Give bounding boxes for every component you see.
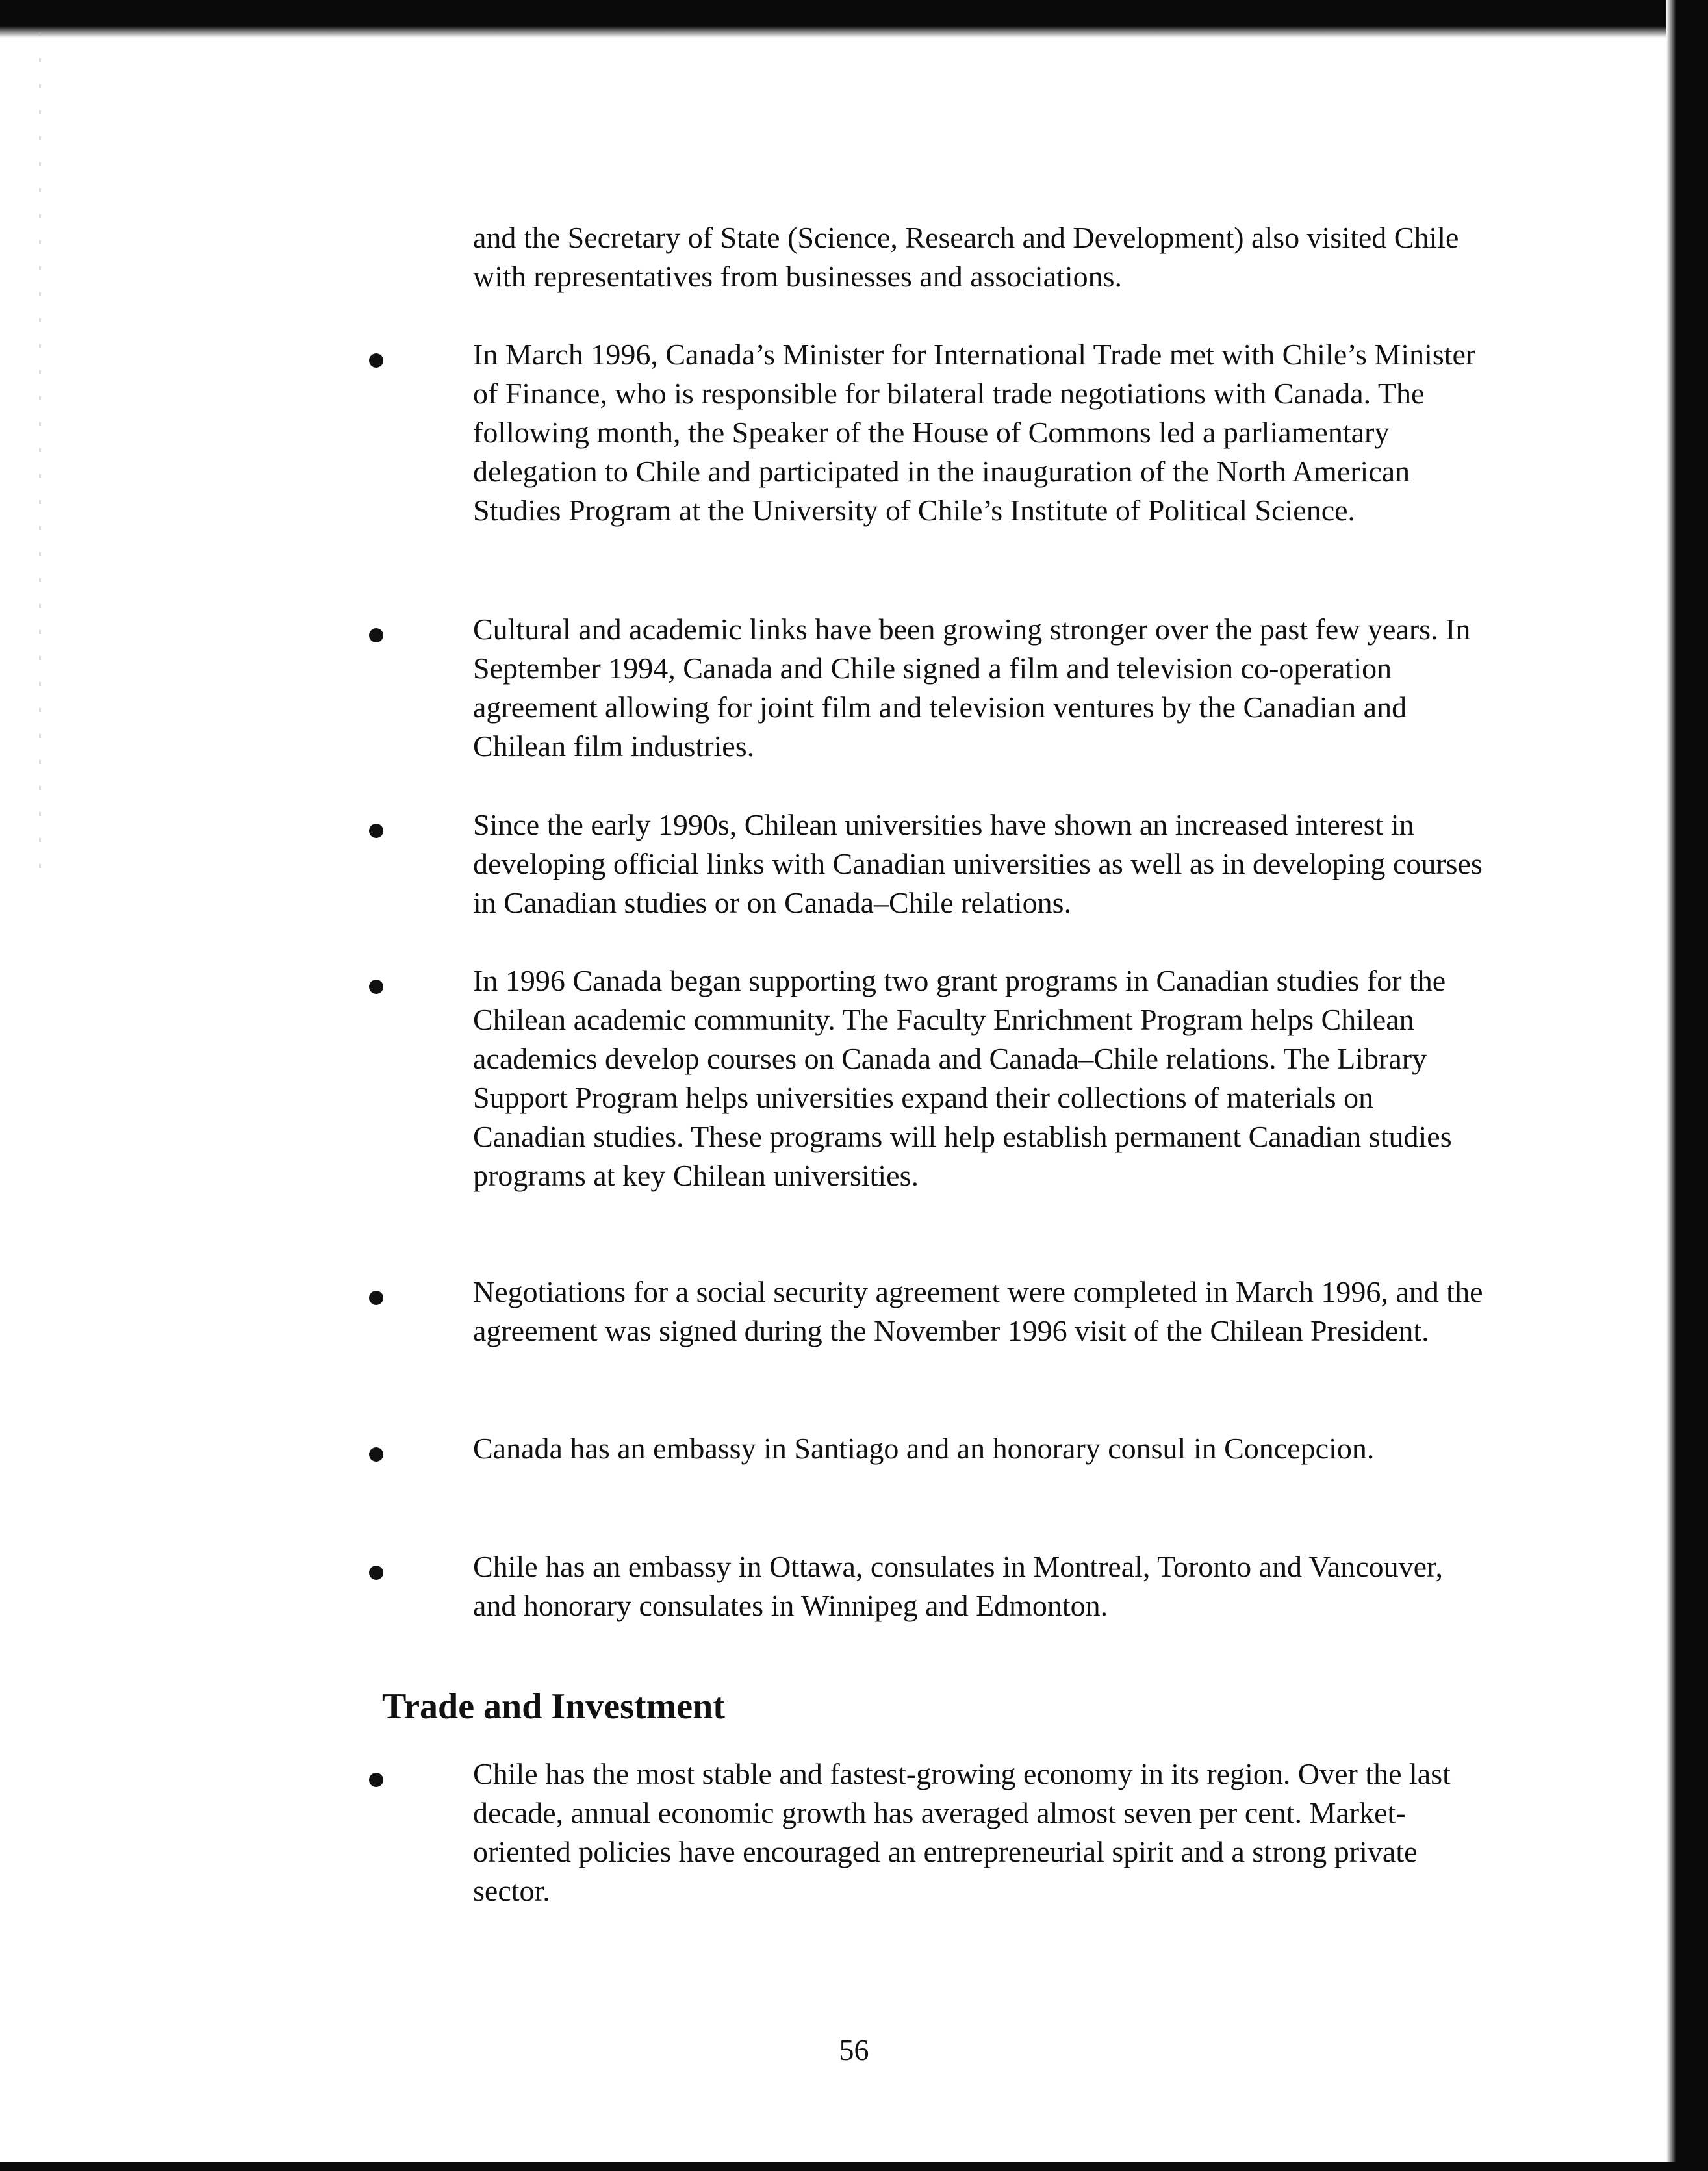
bullet-paragraph-2: Cultural and academic links have been growing stronger over the past few years. In September 1994, Canada and Chile signed a film and television co-operation agreement allowing for joint film and television ventures by the Canadian and Chilean film industries. [473, 613, 1471, 763]
intro-paragraph: and the Secretary of State (Science, Research and Development) also visited Chile with representatives from businesses and associations. [473, 221, 1459, 293]
bullet-dot [369, 824, 383, 838]
bullet-dot [369, 628, 383, 642]
bullet-paragraph-7: Chile has an embassy in Ottawa, consulates in Montreal, Toronto and Vancouver, and honorary consulates in Winnipeg and Edmonton. [473, 1550, 1444, 1622]
bullet-paragraph-4: In 1996 Canada began supporting two grant programs in Canadian studies for the Chilean academic community. The Faculty Enrichment Program helps Chilean academics develop courses on Canada and Canada–Chile relations. The Library Support Program helps universities expand their collections of materials on Canadian studies. These programs will help establish permanent Canadian studies programs at key Chilean universities. [473, 964, 1452, 1192]
bullet-dot [369, 1447, 383, 1462]
bullet-paragraph-3: Since the early 1990s, Chilean universities have shown an increased interest in developing official links with Canadian universities as well as in developing courses in Canadian studies or on Canada–Chile relations. [473, 808, 1483, 919]
bullet-dot [369, 1566, 383, 1580]
bullet-dot [369, 980, 383, 994]
bullet-paragraph-6: Canada has an embassy in Santiago and an honorary consul in Concepcion. [473, 1432, 1375, 1465]
section-bullet-paragraph-1: Chile has the most stable and fastest-growing economy in its region. Over the last decade, annual economic growth has averaged almost seven per cent. Market-oriented policies have encouraged an entrepreneurial spirit and a strong private sector. [473, 1757, 1451, 1907]
bullet-dot [369, 1773, 383, 1787]
section-heading: Trade and Investment [382, 1686, 725, 1727]
bullet-dot [369, 1291, 383, 1305]
bullet-paragraph-1: In March 1996, Canada’s Minister for International Trade met with Chile’s Minister of Finance, who is responsible for bilateral trade negotiations with Canada. The following month, the Speaker of the House of Commons led a parliamentary delegation to Chile and participated in the inauguration of the North American Studies Program at the University of Chile’s Institute of Political Science. [473, 338, 1476, 527]
page-number: 56 [839, 2033, 869, 2066]
bullet-dot [369, 353, 383, 368]
bullet-paragraph-5: Negotiations for a social security agreement were completed in March 1996, and the agreement was signed during the November 1996 visit of the Chilean President. [473, 1275, 1483, 1347]
